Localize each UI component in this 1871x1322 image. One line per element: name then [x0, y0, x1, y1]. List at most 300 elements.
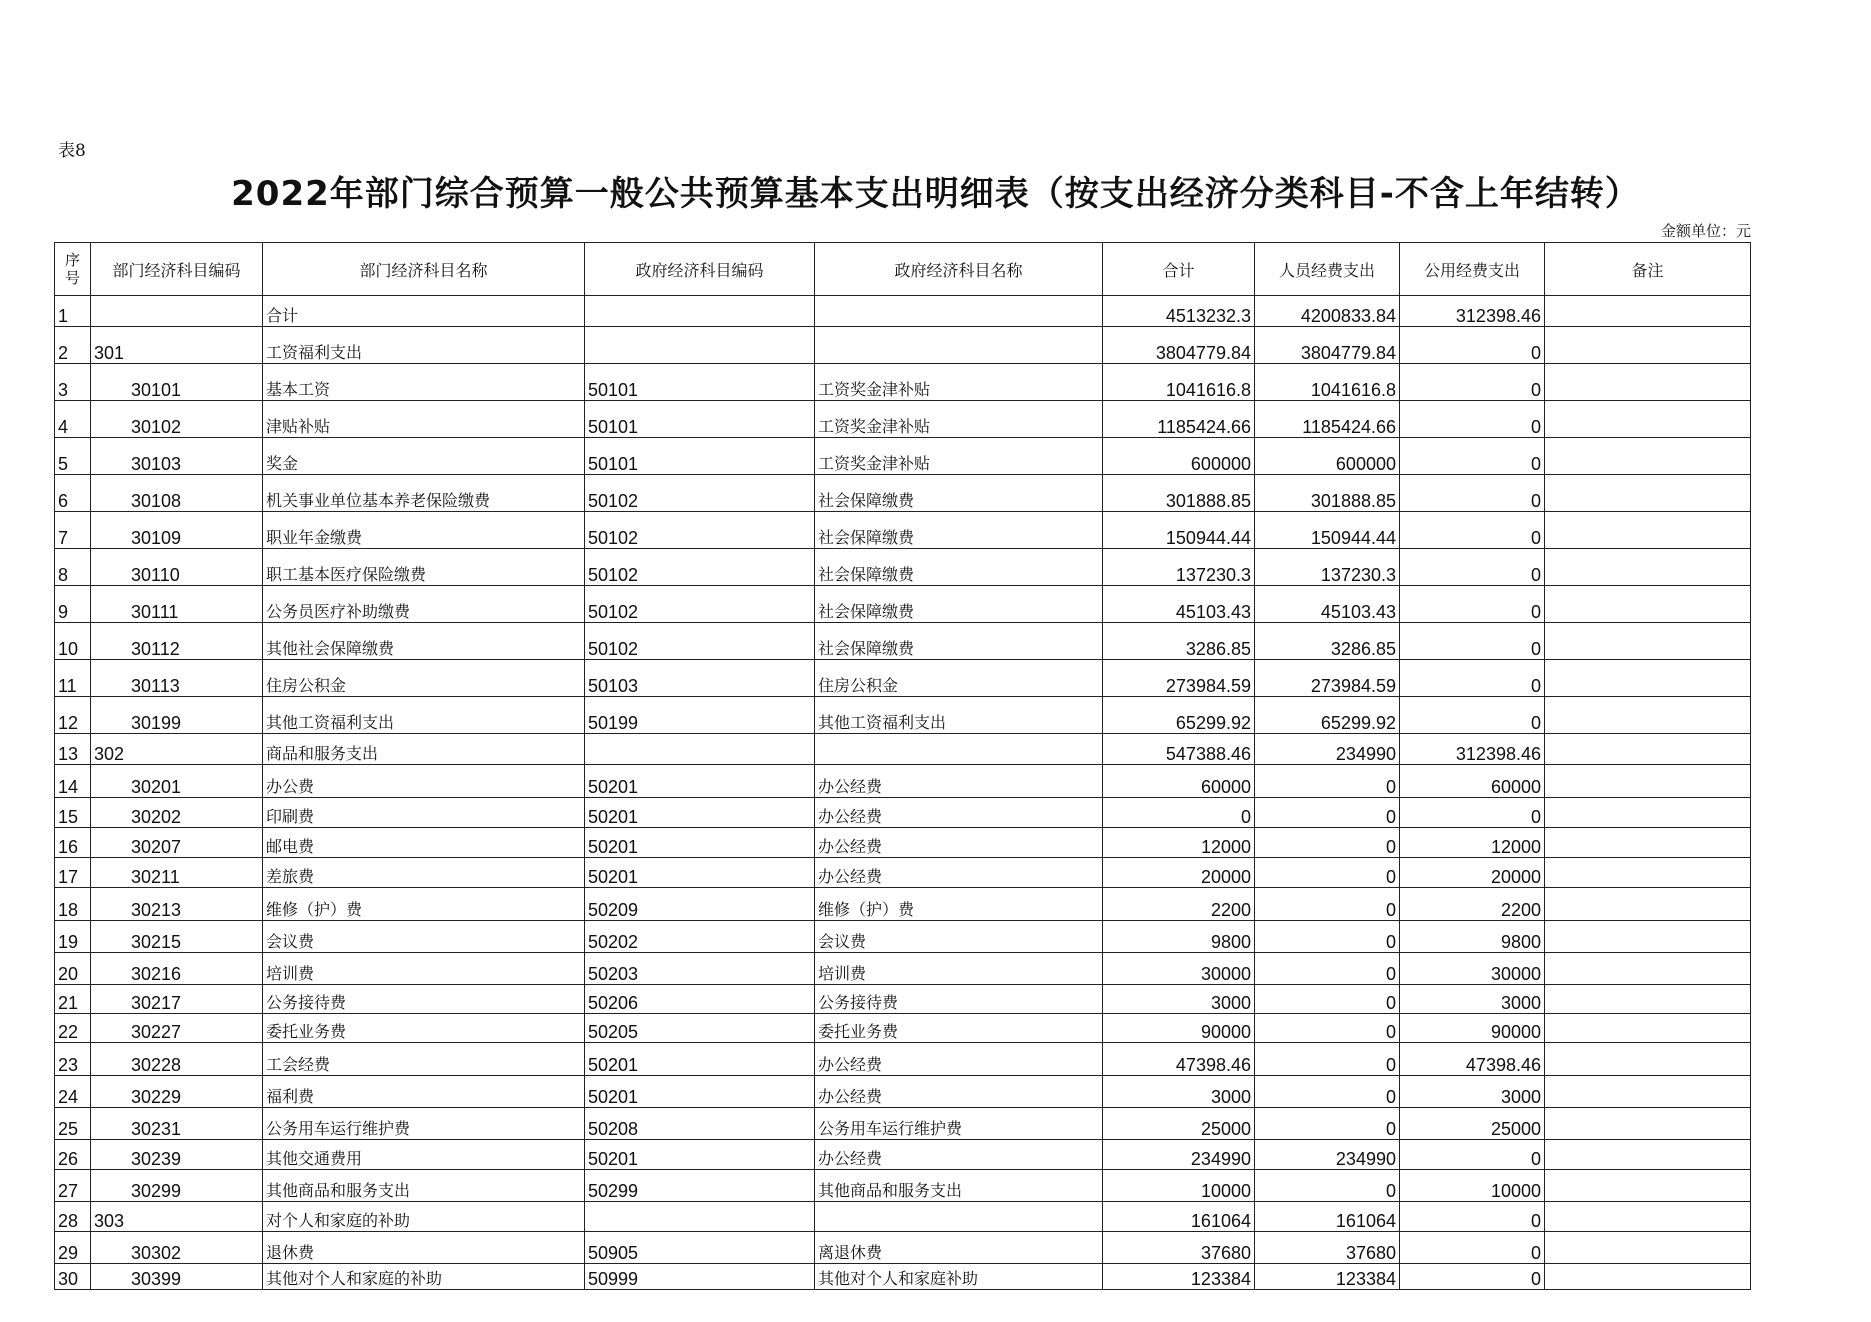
cell-dept-name: 其他商品和服务支出	[263, 1170, 585, 1202]
cell-seq: 18	[55, 888, 91, 921]
cell-public: 0	[1400, 549, 1545, 586]
table-row	[55, 921, 1751, 953]
cell-public: 0	[1400, 586, 1545, 623]
cell-personnel: 234990	[1255, 734, 1400, 765]
cell-personnel: 0	[1255, 858, 1400, 888]
cell-public: 0	[1400, 364, 1545, 401]
cell-dept-code: 30229	[91, 1076, 263, 1108]
cell-gov-name: 办公经费	[815, 858, 1103, 888]
cell-public: 20000	[1400, 858, 1545, 888]
cell-personnel: 37680	[1255, 1232, 1400, 1264]
cell-gov-name: 公务接待费	[815, 985, 1103, 1014]
table-row	[55, 475, 1751, 512]
cell-seq: 26	[55, 1140, 91, 1170]
cell-gov-code: 50201	[585, 1076, 815, 1108]
table-row	[55, 364, 1751, 401]
cell-gov-code: 50201	[585, 858, 815, 888]
cell-remark	[1545, 697, 1751, 734]
cell-gov-name: 工资奖金津补贴	[815, 364, 1103, 401]
header-seq: 序号	[55, 243, 91, 296]
cell-remark	[1545, 475, 1751, 512]
cell-seq: 16	[55, 828, 91, 858]
cell-public: 312398.46	[1400, 296, 1545, 327]
cell-dept-name: 对个人和家庭的补助	[263, 1202, 585, 1232]
cell-dept-code: 30211	[91, 858, 263, 888]
cell-public: 0	[1400, 401, 1545, 438]
cell-dept-code: 30113	[91, 660, 263, 697]
cell-gov-code: 50205	[585, 1014, 815, 1043]
cell-personnel: 0	[1255, 765, 1400, 798]
cell-total: 45103.43	[1103, 586, 1255, 623]
cell-gov-code: 50102	[585, 549, 815, 586]
table-row	[55, 327, 1751, 364]
table-row	[55, 1232, 1751, 1264]
cell-gov-code: 50209	[585, 888, 815, 921]
cell-gov-code: 50101	[585, 438, 815, 475]
cell-personnel: 0	[1255, 1043, 1400, 1076]
cell-remark	[1545, 1264, 1751, 1290]
cell-gov-code: 50201	[585, 765, 815, 798]
cell-total: 1041616.8	[1103, 364, 1255, 401]
cell-dept-code: 30199	[91, 697, 263, 734]
cell-personnel: 0	[1255, 985, 1400, 1014]
table-row	[55, 549, 1751, 586]
cell-total: 600000	[1103, 438, 1255, 475]
cell-dept-name: 退休费	[263, 1232, 585, 1264]
cell-total: 2200	[1103, 888, 1255, 921]
cell-public: 312398.46	[1400, 734, 1545, 765]
cell-remark	[1545, 953, 1751, 985]
cell-public: 9800	[1400, 921, 1545, 953]
cell-dept-name: 其他对个人和家庭的补助	[263, 1264, 585, 1290]
table-row	[55, 1014, 1751, 1043]
table-row	[55, 660, 1751, 697]
cell-dept-name: 公务接待费	[263, 985, 585, 1014]
cell-dept-code: 30302	[91, 1232, 263, 1264]
cell-public: 0	[1400, 1202, 1545, 1232]
cell-dept-code: 30217	[91, 985, 263, 1014]
header-dept-code: 部门经济科目编码	[91, 243, 263, 296]
cell-gov-name: 办公经费	[815, 1043, 1103, 1076]
cell-dept-code: 30215	[91, 921, 263, 953]
cell-gov-code: 50101	[585, 364, 815, 401]
cell-personnel: 3286.85	[1255, 623, 1400, 660]
cell-gov-code: 50201	[585, 1140, 815, 1170]
cell-seq: 12	[55, 697, 91, 734]
cell-seq: 8	[55, 549, 91, 586]
cell-dept-code	[91, 296, 263, 327]
cell-seq: 28	[55, 1202, 91, 1232]
cell-dept-name: 会议费	[263, 921, 585, 953]
cell-personnel: 0	[1255, 828, 1400, 858]
cell-dept-code: 30216	[91, 953, 263, 985]
header-remark: 备注	[1545, 243, 1751, 296]
cell-remark	[1545, 549, 1751, 586]
cell-gov-name: 其他工资福利支出	[815, 697, 1103, 734]
cell-dept-name: 委托业务费	[263, 1014, 585, 1043]
cell-public: 60000	[1400, 765, 1545, 798]
table-row	[55, 623, 1751, 660]
cell-personnel: 0	[1255, 1076, 1400, 1108]
cell-seq: 27	[55, 1170, 91, 1202]
cell-seq: 7	[55, 512, 91, 549]
cell-personnel: 4200833.84	[1255, 296, 1400, 327]
cell-dept-code: 30399	[91, 1264, 263, 1290]
cell-seq: 15	[55, 798, 91, 828]
cell-dept-code: 30112	[91, 623, 263, 660]
cell-public: 0	[1400, 1140, 1545, 1170]
cell-seq: 25	[55, 1108, 91, 1140]
cell-remark	[1545, 296, 1751, 327]
cell-gov-code: 50905	[585, 1232, 815, 1264]
cell-gov-name: 工资奖金津补贴	[815, 401, 1103, 438]
cell-gov-code	[585, 296, 815, 327]
cell-dept-code: 30207	[91, 828, 263, 858]
cell-total: 301888.85	[1103, 475, 1255, 512]
cell-seq: 11	[55, 660, 91, 697]
cell-remark	[1545, 858, 1751, 888]
cell-dept-name: 合计	[263, 296, 585, 327]
cell-total: 37680	[1103, 1232, 1255, 1264]
cell-remark	[1545, 1043, 1751, 1076]
cell-personnel: 3804779.84	[1255, 327, 1400, 364]
cell-gov-code: 50201	[585, 1043, 815, 1076]
cell-gov-code: 50208	[585, 1108, 815, 1140]
cell-total: 161064	[1103, 1202, 1255, 1232]
cell-gov-name	[815, 1202, 1103, 1232]
cell-public: 0	[1400, 512, 1545, 549]
cell-dept-code: 30239	[91, 1140, 263, 1170]
cell-total: 3000	[1103, 1076, 1255, 1108]
cell-remark	[1545, 1202, 1751, 1232]
cell-total: 65299.92	[1103, 697, 1255, 734]
cell-gov-code: 50201	[585, 798, 815, 828]
cell-personnel: 273984.59	[1255, 660, 1400, 697]
cell-gov-name: 住房公积金	[815, 660, 1103, 697]
cell-total: 123384	[1103, 1264, 1255, 1290]
cell-dept-code: 302	[91, 734, 263, 765]
cell-gov-name: 委托业务费	[815, 1014, 1103, 1043]
cell-dept-name: 公务用车运行维护费	[263, 1108, 585, 1140]
cell-dept-name: 机关事业单位基本养老保险缴费	[263, 475, 585, 512]
cell-dept-code: 30110	[91, 549, 263, 586]
cell-gov-code: 50199	[585, 697, 815, 734]
cell-dept-name: 差旅费	[263, 858, 585, 888]
header-dept-name: 部门经济科目名称	[263, 243, 585, 296]
amount-unit-note: 金额单位：元	[1660, 222, 1751, 240]
cell-gov-name: 社会保障缴费	[815, 586, 1103, 623]
table-row	[55, 401, 1751, 438]
table-row	[55, 734, 1751, 765]
cell-remark	[1545, 1170, 1751, 1202]
cell-dept-name: 其他社会保障缴费	[263, 623, 585, 660]
cell-dept-name: 福利费	[263, 1076, 585, 1108]
cell-gov-code: 50203	[585, 953, 815, 985]
cell-gov-name: 办公经费	[815, 1076, 1103, 1108]
cell-total: 547388.46	[1103, 734, 1255, 765]
cell-gov-code: 50202	[585, 921, 815, 953]
cell-personnel: 45103.43	[1255, 586, 1400, 623]
cell-remark	[1545, 623, 1751, 660]
cell-remark	[1545, 586, 1751, 623]
cell-seq: 29	[55, 1232, 91, 1264]
header-gov-name: 政府经济科目名称	[815, 243, 1103, 296]
cell-dept-name: 商品和服务支出	[263, 734, 585, 765]
cell-remark	[1545, 888, 1751, 921]
cell-dept-name: 办公费	[263, 765, 585, 798]
cell-seq: 21	[55, 985, 91, 1014]
table-row	[55, 1140, 1751, 1170]
cell-seq: 4	[55, 401, 91, 438]
cell-personnel: 65299.92	[1255, 697, 1400, 734]
table-row	[55, 858, 1751, 888]
cell-remark	[1545, 921, 1751, 953]
cell-public: 12000	[1400, 828, 1545, 858]
cell-remark	[1545, 438, 1751, 475]
table-row	[55, 1264, 1751, 1290]
cell-gov-name: 其他商品和服务支出	[815, 1170, 1103, 1202]
cell-public: 0	[1400, 1232, 1545, 1264]
cell-dept-code: 303	[91, 1202, 263, 1232]
header-public: 公用经费支出	[1400, 243, 1545, 296]
cell-total: 10000	[1103, 1170, 1255, 1202]
cell-personnel: 600000	[1255, 438, 1400, 475]
cell-public: 2200	[1400, 888, 1545, 921]
cell-personnel: 123384	[1255, 1264, 1400, 1290]
table-row	[55, 1170, 1751, 1202]
cell-public: 3000	[1400, 1076, 1545, 1108]
cell-total: 25000	[1103, 1108, 1255, 1140]
cell-remark	[1545, 660, 1751, 697]
cell-public: 0	[1400, 623, 1545, 660]
cell-public: 3000	[1400, 985, 1545, 1014]
cell-dept-name: 印刷费	[263, 798, 585, 828]
cell-gov-code	[585, 327, 815, 364]
cell-seq: 17	[55, 858, 91, 888]
cell-gov-name: 社会保障缴费	[815, 475, 1103, 512]
cell-dept-name: 培训费	[263, 953, 585, 985]
cell-dept-code: 30213	[91, 888, 263, 921]
cell-seq: 3	[55, 364, 91, 401]
cell-seq: 14	[55, 765, 91, 798]
cell-total: 20000	[1103, 858, 1255, 888]
cell-gov-name: 会议费	[815, 921, 1103, 953]
cell-dept-code: 30108	[91, 475, 263, 512]
cell-seq: 1	[55, 296, 91, 327]
header-row	[55, 243, 1751, 296]
cell-dept-code: 30101	[91, 364, 263, 401]
cell-dept-name: 维修（护）费	[263, 888, 585, 921]
cell-personnel: 0	[1255, 798, 1400, 828]
table-row	[55, 1076, 1751, 1108]
cell-dept-name: 公务员医疗补助缴费	[263, 586, 585, 623]
cell-dept-code: 30231	[91, 1108, 263, 1140]
cell-seq: 2	[55, 327, 91, 364]
table-row	[55, 512, 1751, 549]
cell-gov-name: 社会保障缴费	[815, 549, 1103, 586]
cell-dept-name: 津贴补贴	[263, 401, 585, 438]
cell-gov-name: 离退休费	[815, 1232, 1103, 1264]
cell-gov-code: 50102	[585, 475, 815, 512]
cell-total: 9800	[1103, 921, 1255, 953]
cell-seq: 24	[55, 1076, 91, 1108]
cell-public: 0	[1400, 697, 1545, 734]
table-body	[55, 296, 1751, 1290]
budget-table	[54, 242, 1751, 1290]
cell-dept-code: 30111	[91, 586, 263, 623]
cell-dept-name: 工资福利支出	[263, 327, 585, 364]
cell-remark	[1545, 1108, 1751, 1140]
cell-seq: 6	[55, 475, 91, 512]
cell-gov-name: 社会保障缴费	[815, 623, 1103, 660]
header-total: 合计	[1103, 243, 1255, 296]
cell-total: 150944.44	[1103, 512, 1255, 549]
document-title: 2022年部门综合预算一般公共预算基本支出明细表（按支出经济分类科目-不含上年结转）	[231, 174, 1640, 214]
cell-public: 25000	[1400, 1108, 1545, 1140]
cell-personnel: 0	[1255, 1108, 1400, 1140]
cell-dept-name: 职业年金缴费	[263, 512, 585, 549]
cell-remark	[1545, 798, 1751, 828]
cell-public: 0	[1400, 327, 1545, 364]
cell-remark	[1545, 364, 1751, 401]
cell-personnel: 161064	[1255, 1202, 1400, 1232]
cell-public: 0	[1400, 1264, 1545, 1290]
cell-personnel: 137230.3	[1255, 549, 1400, 586]
cell-dept-code: 30227	[91, 1014, 263, 1043]
table-row	[55, 1108, 1751, 1140]
cell-total: 234990	[1103, 1140, 1255, 1170]
cell-total: 12000	[1103, 828, 1255, 858]
cell-public: 0	[1400, 438, 1545, 475]
cell-personnel: 1041616.8	[1255, 364, 1400, 401]
cell-total: 273984.59	[1103, 660, 1255, 697]
cell-dept-name: 住房公积金	[263, 660, 585, 697]
cell-gov-code	[585, 734, 815, 765]
cell-public: 0	[1400, 475, 1545, 512]
cell-personnel: 1185424.66	[1255, 401, 1400, 438]
cell-gov-name: 办公经费	[815, 765, 1103, 798]
cell-public: 10000	[1400, 1170, 1545, 1202]
cell-dept-name: 奖金	[263, 438, 585, 475]
cell-personnel: 0	[1255, 921, 1400, 953]
cell-gov-code: 50102	[585, 623, 815, 660]
cell-seq: 23	[55, 1043, 91, 1076]
cell-remark	[1545, 401, 1751, 438]
cell-total: 137230.3	[1103, 549, 1255, 586]
cell-public: 0	[1400, 798, 1545, 828]
cell-public: 30000	[1400, 953, 1545, 985]
table-row	[55, 586, 1751, 623]
cell-seq: 20	[55, 953, 91, 985]
cell-personnel: 0	[1255, 1014, 1400, 1043]
table-row	[55, 296, 1751, 327]
cell-gov-code: 50101	[585, 401, 815, 438]
cell-dept-name: 其他工资福利支出	[263, 697, 585, 734]
table-row	[55, 1202, 1751, 1232]
header-gov-code: 政府经济科目编码	[585, 243, 815, 296]
cell-gov-name: 办公经费	[815, 828, 1103, 858]
cell-gov-name: 培训费	[815, 953, 1103, 985]
cell-remark	[1545, 828, 1751, 858]
table-row	[55, 765, 1751, 798]
cell-dept-name: 职工基本医疗保险缴费	[263, 549, 585, 586]
cell-personnel: 0	[1255, 953, 1400, 985]
cell-total: 3000	[1103, 985, 1255, 1014]
cell-gov-code: 50206	[585, 985, 815, 1014]
cell-dept-code: 30102	[91, 401, 263, 438]
cell-total: 4513232.3	[1103, 296, 1255, 327]
cell-personnel: 150944.44	[1255, 512, 1400, 549]
cell-remark	[1545, 1140, 1751, 1170]
cell-gov-name	[815, 296, 1103, 327]
cell-personnel: 0	[1255, 1170, 1400, 1202]
cell-seq: 10	[55, 623, 91, 660]
cell-total: 30000	[1103, 953, 1255, 985]
cell-seq: 22	[55, 1014, 91, 1043]
cell-public: 47398.46	[1400, 1043, 1545, 1076]
cell-remark	[1545, 512, 1751, 549]
cell-remark	[1545, 765, 1751, 798]
cell-gov-code: 50103	[585, 660, 815, 697]
cell-gov-name	[815, 327, 1103, 364]
cell-dept-code: 30103	[91, 438, 263, 475]
table-row	[55, 798, 1751, 828]
cell-gov-name: 维修（护）费	[815, 888, 1103, 921]
cell-total: 90000	[1103, 1014, 1255, 1043]
table-row	[55, 985, 1751, 1014]
cell-dept-name: 工会经费	[263, 1043, 585, 1076]
cell-remark	[1545, 327, 1751, 364]
table-number: 表8	[58, 141, 86, 161]
cell-remark	[1545, 734, 1751, 765]
table-row	[55, 1043, 1751, 1076]
table-row	[55, 438, 1751, 475]
cell-gov-name	[815, 734, 1103, 765]
cell-gov-code: 50299	[585, 1170, 815, 1202]
cell-total: 0	[1103, 798, 1255, 828]
cell-personnel: 234990	[1255, 1140, 1400, 1170]
cell-dept-code: 30109	[91, 512, 263, 549]
table-row	[55, 953, 1751, 985]
header-personnel: 人员经费支出	[1255, 243, 1400, 296]
cell-dept-code: 30299	[91, 1170, 263, 1202]
cell-gov-name: 其他对个人和家庭补助	[815, 1264, 1103, 1290]
cell-personnel: 0	[1255, 888, 1400, 921]
cell-dept-code: 30228	[91, 1043, 263, 1076]
cell-dept-name: 邮电费	[263, 828, 585, 858]
cell-gov-code	[585, 1202, 815, 1232]
cell-remark	[1545, 1232, 1751, 1264]
table-row	[55, 888, 1751, 921]
cell-gov-name: 办公经费	[815, 1140, 1103, 1170]
cell-gov-code: 50999	[585, 1264, 815, 1290]
cell-dept-name: 其他交通费用	[263, 1140, 585, 1170]
cell-seq: 19	[55, 921, 91, 953]
cell-public: 0	[1400, 660, 1545, 697]
cell-gov-name: 公务用车运行维护费	[815, 1108, 1103, 1140]
cell-remark	[1545, 1014, 1751, 1043]
cell-gov-name: 工资奖金津补贴	[815, 438, 1103, 475]
cell-remark	[1545, 985, 1751, 1014]
cell-dept-name: 基本工资	[263, 364, 585, 401]
cell-gov-name: 社会保障缴费	[815, 512, 1103, 549]
cell-dept-code: 30202	[91, 798, 263, 828]
cell-gov-code: 50102	[585, 512, 815, 549]
table-row	[55, 828, 1751, 858]
cell-gov-name: 办公经费	[815, 798, 1103, 828]
cell-personnel: 301888.85	[1255, 475, 1400, 512]
cell-seq: 9	[55, 586, 91, 623]
